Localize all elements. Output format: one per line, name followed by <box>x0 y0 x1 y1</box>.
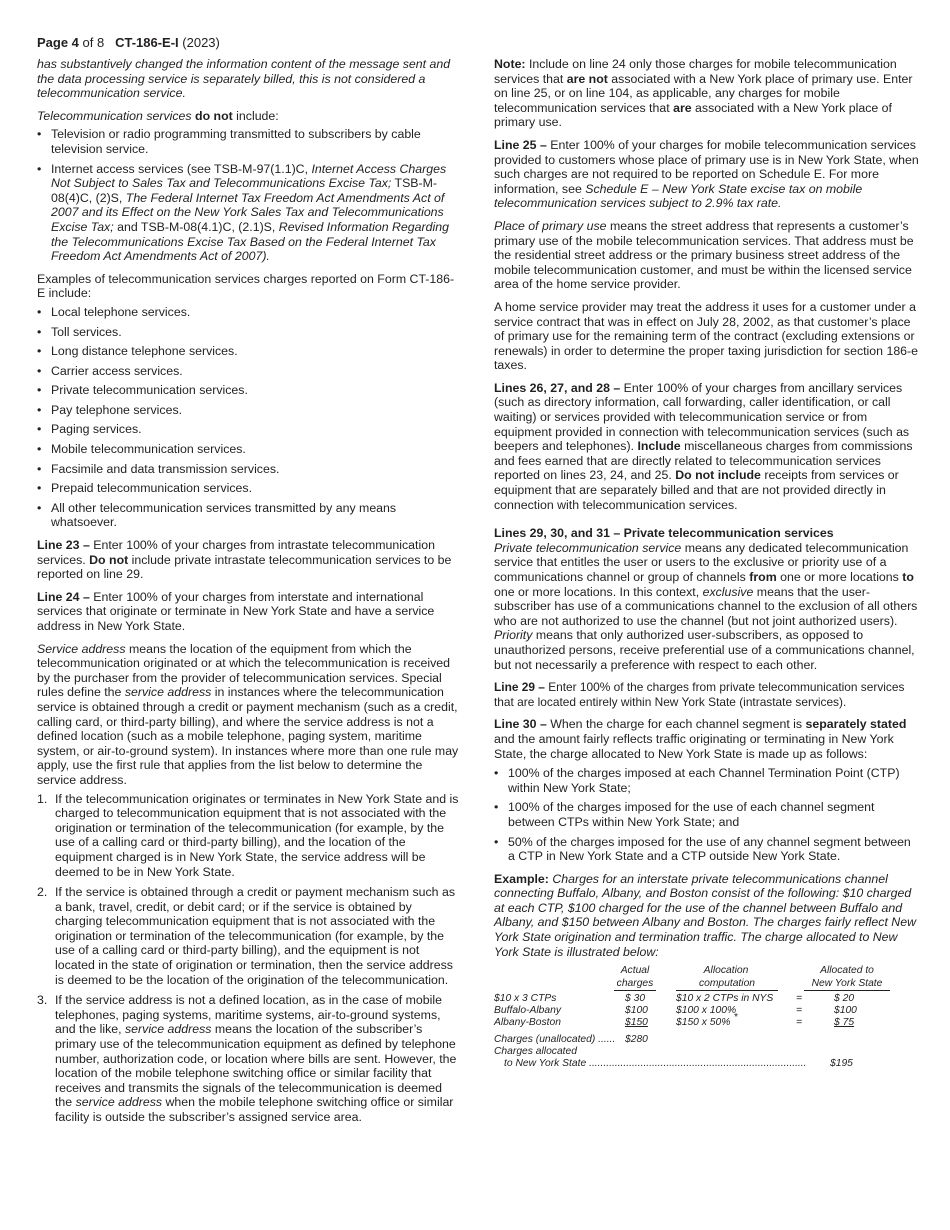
rule-item: 3. If the service address is not a defined location, as in the case of mobile telephones, paging systems, maritime systems, air-to-ground systems, and the like, service address means the location of the subscriber’s primary use of the telecommunication equipment as defined by telephone number, authorization code, or location where bills are sent. However, the location of the mobile telephone switching office or similar facility that receives and transmits the signals of the telecommunication is deemed the service address when the mobile telephone switching office or similar facility is outside the subscriber’s assigned service area. <box>37 993 457 1124</box>
line-30: Line 30 – When the charge for each channel segment is separately stated and the amount fairly reflects traffic originating or terminating in New York State, the charge allocated to New York State is made up as follows: <box>494 717 907 761</box>
line-23: Line 23 – Enter 100% of your charges from intrastate telecommunication services. Do not include private intrastate telecommunication services to be reported on line 29. <box>37 538 452 582</box>
lines-26-27-28: Lines 26, 27, and 28 – Enter 100% of your charges from ancillary services (such as directory information, call forwarding, caller identification, or call waiting) or services provided with telecommunication service or from equipment provided in connection with telecommunication services (such as beepers and telephones). Include miscellaneous charges from commissions and fees earned that are directly related to telecommunication services reported on lines 23, 24, and 25. Do not include receipts from services or equipment that are separately billed and that are not provided directly in connection with telecommunication services. <box>494 380 913 512</box>
rule-item: 2. If the service is obtained through a credit or payment mechanism such as a bank, travel, credit, or debit card; or if the service is obtained by charging telecommunication equipment that is not associated with the origination or termination of the telecommunication (for example, by the use of a calling card or third-party billing), and the equipment is not located in the state of origination or termination, then the service address is deemed to be the location of the origination of the telecommunication. <box>37 885 456 987</box>
list-item: • Television or radio programming transmitted to subscribers by cable television service. <box>37 127 462 156</box>
list-item: • Private telecommunication services. <box>37 383 462 398</box>
list-item: • Prepaid telecommunication services. <box>37 481 462 496</box>
examples-list <box>37 305 462 530</box>
list-item: • Facsimile and data transmission services. <box>37 462 462 477</box>
line-30-list <box>494 766 919 864</box>
form-year: (2023) <box>182 35 220 50</box>
private-telecom-definition: Private telecommunication service means any dedicated telecommunication service that entitles the user or users to the exclusive or priority use of a communications channel or group of channels from one or more locations to one or more locations. In this context, exclusive means that the user-subscriber has use of a communications channel to the exclusion of all others who are not authorized to use the channel (but not joint authorized users). Priority means that only authorized user-subscribers, as opposed to unauthorized persons, receive preferential use of a communications channel, but not necessarily a preference with respect to each other. <box>494 540 918 672</box>
intro-paragraph: has substantively changed the information content of the message sent and the data processing service is separately billed, this is not considered a telecommunication service. <box>37 57 451 101</box>
table-row: Buffalo-Albany $100 $100 x 100% = $100 <box>494 1005 857 1017</box>
left-column <box>37 57 462 1133</box>
private-telecom-heading: Lines 29, 30, and 31 – Private telecommunication services <box>494 526 834 541</box>
example-paragraph: Example: Charges for an interstate private telecommunications channel connecting Buffalo, Albany, and Boston consist of the following: $10 charged at each CTP, $100 charged for the use of the channel between Buffalo and Albany, and $150 between Albany and Boston. The charges fairly reflect New York State origination and termination traffic. The charge allocated to New York State is illustrated below: <box>494 871 916 959</box>
list-item: • Mobile telecommunication services. <box>37 442 462 457</box>
list-item: • Carrier access services. <box>37 364 462 379</box>
list-item-internet: • Internet access services (see TSB-M-97(1.1)C, Internet Access Charges Not Subject to Sales Tax and Telecommunications Excise Tax; TSB-M-08(4)C, (2)S, The Federal Internet Tax Freedom Act Amendments Act of 2007 and its Effect on the New York Sales Tax and Telecommunications Excise Tax; and TSB-M-08(4.1)C, (2.1)S, Revised Information Regarding the Telecommunications Excise Tax Based on the Federal Internet Tax Freedom Act Amendments Act of 2007). <box>37 162 462 264</box>
place-of-primary-use: Place of primary use means the street address that represents a customer’s primary use of the mobile telecommunication services. That address must be the residential street address or the primary business street address of the mobile telecommunication customer, and must be within the licensed service area of the home service provider. <box>494 218 914 292</box>
ts-not-include-list <box>37 127 462 263</box>
service-address-rules <box>37 792 462 1125</box>
list-item: • Local telephone services. <box>37 305 462 320</box>
list-item: • All other telecommunication services transmitted by any means whatsoever. <box>37 501 462 530</box>
line-25: Line 25 – Enter 100% of your charges for mobile telecommunication services provided to customers whose place of primary use is in New York State, when such charges are not required to be reported on Schedule E. For more information, see Schedule E – New York State excise tax on mobile telecommunication services subject to 2.9% tax rate. <box>494 137 919 211</box>
list-item: • 100% of the charges imposed for the use of each channel segment between CTPs within New York State; and <box>494 800 919 829</box>
table-header-row-1 <box>494 965 919 977</box>
list-item: • Long distance telephone services. <box>37 344 462 359</box>
page-label: Page 4 <box>37 35 79 50</box>
service-address-definition: Service address means the location of the equipment from which the telecommunication originated or at which the telecommunication is received by the purchaser from the provider of telecommunication services. Special rules define the service address in instances where the telecommunication service is obtained through a credit or payment mechanism (such as a credit, calling card, or third-party billing), and where the service address is not a defined location (such as a mobile telephone, paging system, maritime system, or air-to-ground system). In instances where more than one rule may apply, use the first rule that applies from the list below to determine the service address. <box>37 641 459 787</box>
ts-lead: Telecommunication services do not include: <box>37 108 279 123</box>
note-paragraph: Note: Include on line 24 only those charges for mobile telecommunication services that are not associated with a New York place of primary use. Enter on line 25, or on line 104, as applicable, any charges for mobile telecommunication services that are associated with a New York place of primary use. <box>494 57 913 130</box>
list-item: • 50% of the charges imposed for the use of any channel segment between a CTP in New York State and a CTP outside New York State. <box>494 835 919 864</box>
list-item: • Pay telephone services. <box>37 403 462 418</box>
page-of: of 8 <box>82 35 105 50</box>
list-item: • Paging services. <box>37 422 462 437</box>
allocated-total-row: to New York State ............................................................................ $195 <box>504 1058 853 1070</box>
header-allocated-to: Allocated to <box>820 965 874 977</box>
header-actual: Actual <box>620 965 650 977</box>
form-id: CT-186-E-I <box>115 35 179 50</box>
footnote-asterisk: * <box>734 1012 739 1024</box>
unallocated-row: Charges (unallocated) ...... $280 <box>494 1033 648 1045</box>
header-allocation-2: computation <box>676 978 778 991</box>
examples-intro: Examples of telecommunication services charges reported on Form CT-186-E include: <box>37 271 455 301</box>
table-header-row-2 <box>494 978 919 990</box>
table-row: $10 x 3 CTPs $ 30 $10 x 2 CTPs in NYS = $ 20 <box>494 992 855 1004</box>
list-item: • 100% of the charges imposed at each Channel Termination Point (CTP) within New York State; <box>494 766 919 795</box>
home-service-provider: A home service provider may treat the address it uses for a customer under a service contract that was in effect on July 28, 2002, as that customer’s place of primary use for the remaining term of the contract (excluding extensions or renewals) in order to determine the proper taxing jurisdiction for section 186-e taxes. <box>494 299 919 373</box>
right-column <box>494 57 919 1071</box>
allocated-label-row: Charges allocated <box>494 1046 577 1058</box>
page-header <box>37 35 220 51</box>
allocation-table <box>494 965 919 1070</box>
header-allocation: Allocation <box>703 965 749 977</box>
table-row: Albany-Boston $150 $150 x 50% * = $ 75 <box>494 1012 855 1029</box>
header-actual-2: charges <box>614 978 656 991</box>
header-allocated-to-2: New York State <box>804 978 890 991</box>
line-29: Line 29 – Enter 100% of the charges from private telecommunication services that are located entirely within New York State (intrastate services). <box>494 680 905 709</box>
rule-item: 1. If the telecommunication originates or terminates in New York State and is charged to telecommunication equipment that is not associated with the origination or termination of the telecommunication (for example, by the use of a calling card or third-party billing), and the location of the equipment charged is in New York State, the service address will be deemed to be in New York State. <box>37 791 459 879</box>
line-24: Line 24 – Enter 100% of your charges from interstate and international services that originate or terminate in New York State and have a service address in New York State. <box>37 589 435 633</box>
list-item: • Toll services. <box>37 325 462 340</box>
